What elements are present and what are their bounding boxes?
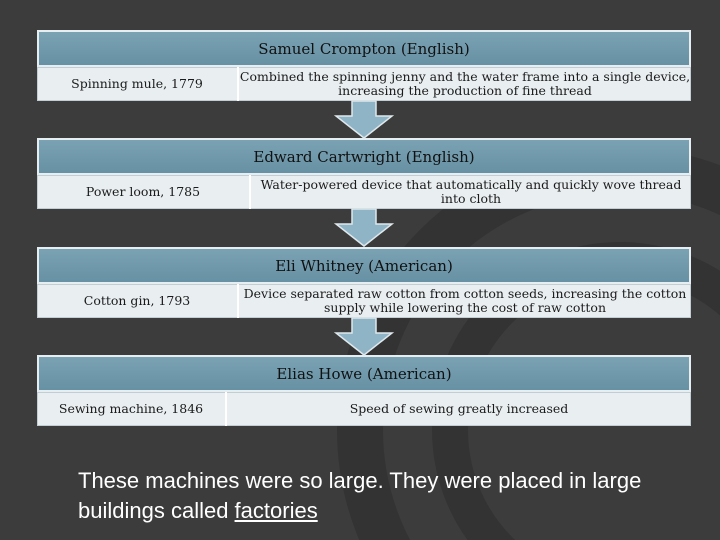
- entry-block: [37, 138, 691, 209]
- invention-description: Device separated raw cotton from cotton seeds, increasing the cotton supply while lowering the cost of raw cotton: [237, 284, 691, 318]
- invention-name: Cotton gin, 1793: [83, 293, 191, 308]
- invention-description: Water-powered device that automatically and quickly wove thread into cloth: [249, 175, 691, 209]
- down-arrow-icon: [334, 317, 394, 357]
- entry-block: [37, 247, 691, 318]
- factories-link[interactable]: factories: [234, 498, 318, 523]
- entry-block: [37, 355, 691, 426]
- invention-description: Speed of sewing greatly increased: [225, 392, 691, 426]
- invention-row: [37, 284, 691, 318]
- footer-sentence: These machines were so large. They were placed in large buildings called: [78, 468, 642, 523]
- invention-name: Power loom, 1785: [85, 184, 201, 199]
- invention-name: Sewing machine, 1846: [58, 401, 204, 416]
- inventor-title: Edward Cartwright (English): [37, 138, 691, 175]
- inventor-title: Samuel Crompton (English): [37, 30, 691, 67]
- invention-row: [37, 175, 691, 209]
- invention-description: Combined the spinning jenny and the water frame into a single device, increasing the production of fine thread: [237, 67, 691, 101]
- entry-block: [37, 30, 691, 101]
- footer-text: [78, 466, 678, 526]
- invention-row: [37, 392, 691, 426]
- inventor-title: Eli Whitney (American): [37, 247, 691, 284]
- invention-name: Spinning mule, 1779: [71, 76, 203, 91]
- down-arrow-icon: [334, 208, 394, 248]
- invention-row: [37, 67, 691, 101]
- inventor-title: Elias Howe (American): [37, 355, 691, 392]
- down-arrow-icon: [334, 100, 394, 140]
